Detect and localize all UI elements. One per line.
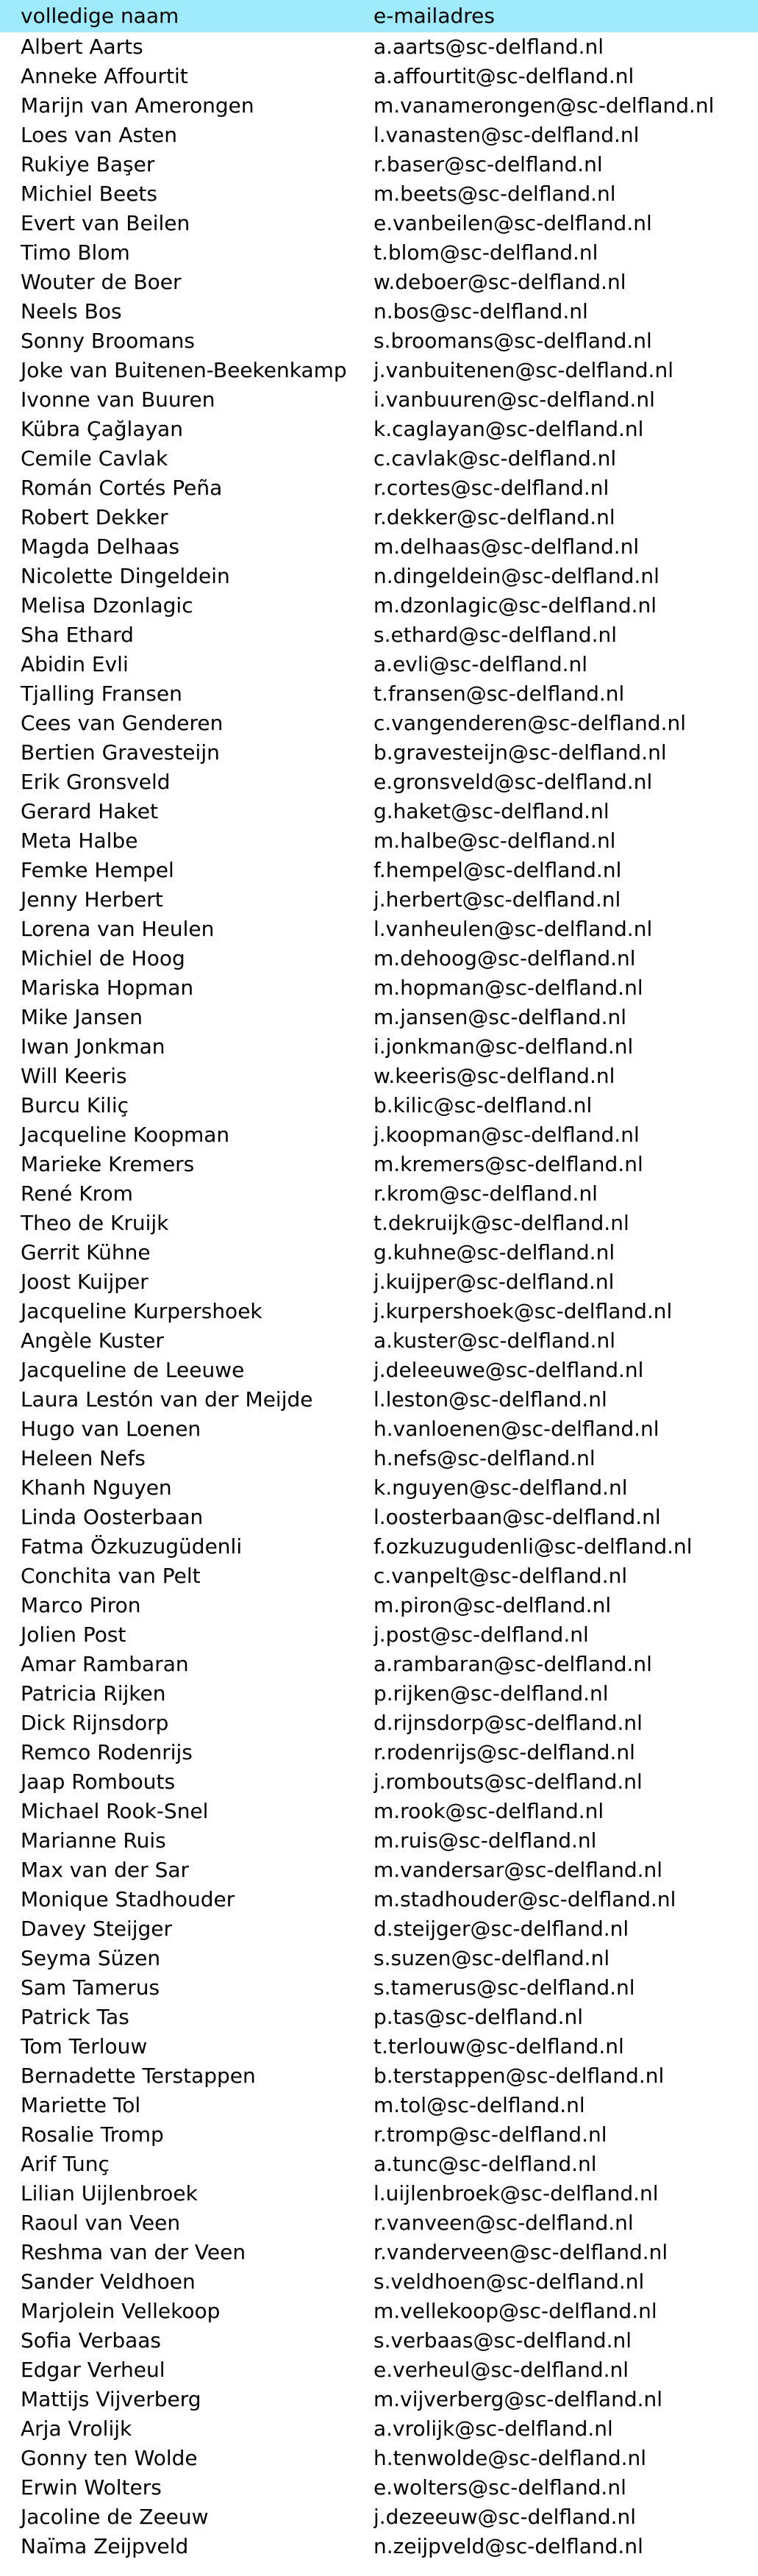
table-row	[0, 2414, 758, 2444]
table-row	[0, 385, 758, 415]
email-cell: a.vrolijk@sc-delfland.nl	[373, 2416, 613, 2441]
table-row	[0, 1473, 758, 1503]
table-row	[0, 268, 758, 297]
email-cell: m.kremers@sc-delfland.nl	[373, 1152, 643, 1176]
email-cell: m.rook@sc-delfland.nl	[373, 1799, 604, 1823]
table-row	[0, 885, 758, 915]
name-cell: Marco Piron	[21, 1593, 141, 1617]
table-row	[0, 1326, 758, 1356]
table-row	[0, 150, 758, 179]
email-cell: i.jonkman@sc-delfland.nl	[373, 1034, 634, 1059]
table-row	[0, 1709, 758, 1738]
table-row	[0, 2208, 758, 2238]
name-cell: Seyma Süzen	[21, 1946, 161, 1970]
email-cell: f.ozkuzugudenli@sc-delfland.nl	[373, 1534, 693, 1559]
name-cell: Max van der Sar	[21, 1858, 190, 1882]
table-row	[0, 797, 758, 826]
table-row	[0, 2297, 758, 2326]
name-cell: Erik Gronsveld	[21, 770, 171, 794]
email-cell: l.oosterbaan@sc-delfland.nl	[373, 1505, 661, 1529]
email-cell: i.vanbuuren@sc-delfland.nl	[373, 387, 655, 412]
email-cell: s.broomans@sc-delfland.nl	[373, 329, 652, 353]
email-cell: m.vijverberg@sc-delfland.nl	[373, 2387, 663, 2411]
table-row	[0, 503, 758, 532]
name-cell: Evert van Beilen	[21, 211, 190, 235]
table-row	[0, 1414, 758, 1444]
email-cell: t.fransen@sc-delfland.nl	[373, 681, 625, 706]
table-row	[0, 2032, 758, 2061]
table-row	[0, 1120, 758, 1150]
email-cell: a.kuster@sc-delfland.nl	[373, 1328, 616, 1353]
name-cell: Edgar Verheul	[21, 2358, 165, 2382]
email-cell: r.baser@sc-delfland.nl	[373, 152, 603, 176]
email-cell: e.wolters@sc-delfland.nl	[373, 2475, 626, 2500]
email-cell: m.halbe@sc-delfland.nl	[373, 829, 616, 853]
name-cell: Jolien Post	[21, 1622, 126, 1647]
email-cell: r.cortes@sc-delfland.nl	[373, 476, 609, 500]
name-cell: Sander Veldhoen	[21, 2269, 196, 2294]
name-cell: Davey Steijger	[21, 1917, 173, 1941]
email-cell: m.vellekoop@sc-delfland.nl	[373, 2299, 657, 2323]
table-body	[0, 32, 758, 2561]
table-row	[0, 1238, 758, 1267]
table-row	[0, 768, 758, 797]
name-cell: Jacqueline Kurpershoek	[21, 1299, 262, 1323]
table-row	[0, 326, 758, 356]
name-cell: Will Keeris	[21, 1064, 127, 1088]
email-cell: j.rombouts@sc-delfland.nl	[373, 1770, 643, 1794]
email-cell: d.steijger@sc-delfland.nl	[373, 1917, 629, 1941]
table-row	[0, 2150, 758, 2179]
email-cell: h.vanloenen@sc-delfland.nl	[373, 1417, 659, 1441]
header-name: volledige naam	[21, 4, 179, 28]
name-cell: Ivonne van Buuren	[21, 387, 215, 412]
email-cell: e.gronsveld@sc-delfland.nl	[373, 770, 653, 794]
name-cell: Meta Halbe	[21, 829, 138, 853]
table-row	[0, 2326, 758, 2355]
name-cell: Sonny Broomans	[21, 329, 196, 353]
name-cell: Fatma Özkuzugüdenli	[21, 1534, 243, 1559]
name-cell: Cemile Cavlak	[21, 446, 168, 471]
name-cell: Joost Kuijper	[21, 1270, 149, 1294]
table-row	[0, 679, 758, 709]
name-cell: Lorena van Heulen	[21, 917, 215, 941]
email-cell: m.delhaas@sc-delfland.nl	[373, 534, 640, 559]
email-cell: t.dekruijk@sc-delfland.nl	[373, 1211, 629, 1235]
table-row	[0, 2061, 758, 2091]
table-row	[0, 1797, 758, 1826]
name-cell: Jenny Herbert	[21, 887, 163, 912]
name-cell: Lilian Uijlenbroek	[21, 2181, 198, 2205]
table-row	[0, 2473, 758, 2502]
name-cell: Loes van Asten	[21, 123, 178, 147]
table-row	[0, 562, 758, 591]
table-row	[0, 297, 758, 326]
email-cell: s.suzen@sc-delfland.nl	[373, 1946, 610, 1970]
email-cell: r.dekker@sc-delfland.nl	[373, 505, 615, 529]
table-row	[0, 1356, 758, 1385]
table-row	[0, 2532, 758, 2561]
email-cell: g.haket@sc-delfland.nl	[373, 799, 609, 823]
table-row	[0, 915, 758, 944]
table-row	[0, 2385, 758, 2414]
email-cell: a.tunc@sc-delfland.nl	[373, 2152, 597, 2176]
email-cell: a.evli@sc-delfland.nl	[373, 652, 588, 676]
email-cell: t.terlouw@sc-delfland.nl	[373, 2034, 624, 2058]
email-cell: a.rambaran@sc-delfland.nl	[373, 1652, 652, 1676]
email-cell: m.ruis@sc-delfland.nl	[373, 1828, 597, 1853]
name-cell: René Krom	[21, 1181, 133, 1206]
name-cell: Angèle Kuster	[21, 1328, 164, 1353]
email-cell: r.vanderveen@sc-delfland.nl	[373, 2240, 668, 2264]
name-cell: Remco Rodenrijs	[21, 1740, 193, 1764]
table-row	[0, 1885, 758, 1914]
name-cell: Patricia Rijken	[21, 1681, 166, 1706]
name-cell: Marianne Ruis	[21, 1828, 166, 1853]
email-cell: j.koopman@sc-delfland.nl	[373, 1123, 640, 1147]
name-cell: Mattijs Vijverberg	[21, 2387, 201, 2411]
name-cell: Jacqueline Koopman	[21, 1123, 230, 1147]
email-cell: l.uijlenbroek@sc-delfland.nl	[373, 2181, 659, 2205]
email-cell: n.dingeldein@sc-delfland.nl	[373, 564, 659, 588]
email-cell: g.kuhne@sc-delfland.nl	[373, 1240, 615, 1264]
email-cell: r.tromp@sc-delfland.nl	[373, 2122, 607, 2147]
name-cell: Erwin Wolters	[21, 2475, 162, 2500]
name-cell: Abidin Evli	[21, 652, 129, 676]
name-cell: Monique Stadhouder	[21, 1887, 235, 1911]
table-row	[0, 2502, 758, 2532]
email-cell: m.hopman@sc-delfland.nl	[373, 976, 643, 1000]
email-cell: w.keeris@sc-delfland.nl	[373, 1064, 615, 1088]
table-row	[0, 1444, 758, 1473]
email-cell: s.verbaas@sc-delfland.nl	[373, 2328, 632, 2353]
table-row	[0, 179, 758, 209]
table-row	[0, 1209, 758, 1238]
email-cell: d.rijnsdorp@sc-delfland.nl	[373, 1711, 643, 1735]
name-cell: Dick Rijnsdorp	[21, 1711, 169, 1735]
email-cell: h.nefs@sc-delfland.nl	[373, 1446, 596, 1470]
header-email: e-mailadres	[373, 4, 495, 28]
table-row	[0, 1267, 758, 1297]
table-row	[0, 591, 758, 620]
email-cell: p.tas@sc-delfland.nl	[373, 2005, 584, 2029]
email-cell: l.leston@sc-delfland.nl	[373, 1387, 607, 1412]
email-cell: l.vanheulen@sc-delfland.nl	[373, 917, 653, 941]
table-row	[0, 1561, 758, 1591]
table-row	[0, 1914, 758, 1944]
name-cell: Amar Rambaran	[21, 1652, 189, 1676]
name-cell: Magda Delhaas	[21, 534, 180, 559]
email-cell: m.piron@sc-delfland.nl	[373, 1593, 612, 1617]
table-row	[0, 2267, 758, 2297]
table-row	[0, 356, 758, 385]
name-cell: Sha Ethard	[21, 623, 134, 647]
name-cell: Naïma Zeijpveld	[21, 2534, 189, 2558]
email-cell: m.jansen@sc-delfland.nl	[373, 1005, 627, 1029]
table-row	[0, 32, 758, 62]
name-cell: Marijn van Amerongen	[21, 93, 254, 118]
email-cell: b.kilic@sc-delfland.nl	[373, 1093, 593, 1117]
table-row	[0, 1591, 758, 1620]
name-cell: Tom Terlouw	[21, 2034, 148, 2058]
table-row	[0, 1150, 758, 1179]
name-cell: Gerard Haket	[21, 799, 158, 823]
name-cell: Timo Blom	[21, 240, 130, 265]
table-row	[0, 1532, 758, 1561]
name-cell: Bernadette Terstappen	[21, 2064, 256, 2088]
table-row	[0, 1650, 758, 1679]
email-cell: m.dzonlagic@sc-delfland.nl	[373, 593, 657, 618]
name-cell: Tjalling Fransen	[21, 681, 182, 706]
email-cell: b.gravesteijn@sc-delfland.nl	[373, 740, 667, 765]
email-cell: m.beets@sc-delfland.nl	[373, 182, 616, 206]
name-cell: Wouter de Boer	[21, 270, 182, 294]
name-cell: Reshma van der Veen	[21, 2240, 246, 2264]
name-cell: Michael Rook-Snel	[21, 1799, 209, 1823]
name-cell: Román Cortés Peña	[21, 476, 223, 500]
table-row	[0, 620, 758, 650]
name-cell: Melisa Dzonlagic	[21, 593, 193, 618]
name-cell: Neels Bos	[21, 299, 122, 323]
email-cell: h.tenwolde@sc-delfland.nl	[373, 2446, 647, 2470]
email-cell: n.zeijpveld@sc-delfland.nl	[373, 2534, 643, 2558]
name-cell: Iwan Jonkman	[21, 1034, 165, 1059]
name-cell: Marieke Kremers	[21, 1152, 195, 1176]
table-row	[0, 1826, 758, 1856]
name-cell: Femke Hempel	[21, 858, 174, 882]
name-cell: Burcu Kiliç	[21, 1093, 129, 1117]
email-cell: m.tol@sc-delfland.nl	[373, 2093, 585, 2117]
email-cell: j.kuijper@sc-delfland.nl	[373, 1270, 615, 1294]
table-row	[0, 1032, 758, 1062]
name-cell: Gerrit Kühne	[21, 1240, 151, 1264]
name-cell: Cees van Genderen	[21, 711, 224, 735]
email-cell: s.veldhoen@sc-delfland.nl	[373, 2269, 645, 2294]
table-row	[0, 2179, 758, 2208]
name-cell: Michiel de Hoog	[21, 946, 185, 970]
name-cell: Michiel Beets	[21, 182, 157, 206]
name-cell: Laura Lestón van der Meijde	[21, 1387, 313, 1412]
email-cell: m.dehoog@sc-delfland.nl	[373, 946, 636, 970]
table-row	[0, 532, 758, 562]
table-row	[0, 1385, 758, 1414]
email-cell: k.nguyen@sc-delfland.nl	[373, 1475, 628, 1500]
table-row	[0, 1679, 758, 1709]
name-cell: Mariette Tol	[21, 2093, 141, 2117]
email-cell: w.deboer@sc-delfland.nl	[373, 270, 626, 294]
table-row	[0, 91, 758, 121]
table-row	[0, 209, 758, 238]
table-row	[0, 709, 758, 738]
name-cell: Arja Vrolijk	[21, 2416, 132, 2441]
table-row	[0, 856, 758, 885]
email-cell: a.aarts@sc-delfland.nl	[373, 35, 604, 59]
name-cell: Gonny ten Wolde	[21, 2446, 198, 2470]
name-cell: Mariska Hopman	[21, 976, 194, 1000]
table-row	[0, 1179, 758, 1209]
table-row	[0, 2091, 758, 2120]
name-cell: Theo de Kruijk	[21, 1211, 169, 1235]
email-cell: n.bos@sc-delfland.nl	[373, 299, 588, 323]
name-cell: Linda Oosterbaan	[21, 1505, 204, 1529]
email-cell: s.ethard@sc-delfland.nl	[373, 623, 617, 647]
table-row	[0, 1091, 758, 1120]
table-row	[0, 650, 758, 679]
table-row	[0, 2444, 758, 2473]
name-cell: Conchita van Pelt	[21, 1564, 201, 1588]
name-cell: Mike Jansen	[21, 1005, 143, 1029]
name-cell: Arif Tunç	[21, 2152, 110, 2176]
table-row	[0, 1767, 758, 1797]
email-cell: j.vanbuitenen@sc-delfland.nl	[373, 358, 673, 382]
table-row	[0, 238, 758, 268]
email-cell: j.herbert@sc-delfland.nl	[373, 887, 621, 912]
name-cell: Patrick Tas	[21, 2005, 129, 2029]
table-row	[0, 973, 758, 1003]
email-cell: c.vangenderen@sc-delfland.nl	[373, 711, 686, 735]
table-row	[0, 2003, 758, 2032]
name-cell: Rukiye Başer	[21, 152, 155, 176]
email-cell: p.rijken@sc-delfland.nl	[373, 1681, 609, 1706]
table-row	[0, 1944, 758, 1973]
table-header	[0, 0, 758, 32]
name-cell: Joke van Buitenen-Beekenkamp	[21, 358, 347, 382]
email-cell: e.verheul@sc-delfland.nl	[373, 2358, 629, 2382]
email-cell: r.vanveen@sc-delfland.nl	[373, 2211, 634, 2235]
name-cell: Sofia Verbaas	[21, 2328, 161, 2353]
name-cell: Nicolette Dingeldein	[21, 564, 230, 588]
table-row	[0, 944, 758, 973]
table-row	[0, 1503, 758, 1532]
table-row	[0, 826, 758, 856]
email-cell: j.kurpershoek@sc-delfland.nl	[373, 1299, 673, 1323]
email-cell: t.blom@sc-delfland.nl	[373, 240, 598, 265]
email-cell: r.krom@sc-delfland.nl	[373, 1181, 598, 1206]
table-row	[0, 1003, 758, 1032]
table-row	[0, 1620, 758, 1650]
table-row	[0, 1738, 758, 1767]
table-row	[0, 738, 758, 768]
name-cell: Khanh Nguyen	[21, 1475, 172, 1500]
table-row	[0, 62, 758, 91]
table-row	[0, 473, 758, 503]
email-cell: s.tamerus@sc-delfland.nl	[373, 1975, 635, 2000]
name-cell: Raoul van Veen	[21, 2211, 181, 2235]
table-row	[0, 444, 758, 473]
email-cell: a.affourtit@sc-delfland.nl	[373, 64, 634, 88]
table-row	[0, 2120, 758, 2150]
name-cell: Hugo van Loenen	[21, 1417, 201, 1441]
name-cell: Jaap Rombouts	[21, 1770, 176, 1794]
name-cell: Bertien Gravesteijn	[21, 740, 220, 765]
table-row	[0, 2238, 758, 2267]
email-cell: l.vanasten@sc-delfland.nl	[373, 123, 640, 147]
name-cell: Robert Dekker	[21, 505, 168, 529]
name-cell: Kübra Çağlayan	[21, 417, 183, 441]
email-cell: m.stadhouder@sc-delfland.nl	[373, 1887, 676, 1911]
name-cell: Marjolein Vellekoop	[21, 2299, 221, 2323]
email-cell: e.vanbeilen@sc-delfland.nl	[373, 211, 652, 235]
name-cell: Jacoline de Zeeuw	[21, 2505, 209, 2529]
email-cell: b.terstappen@sc-delfland.nl	[373, 2064, 665, 2088]
name-cell: Anneke Affourtit	[21, 64, 188, 88]
email-cell: j.dezeeuw@sc-delfland.nl	[373, 2505, 637, 2529]
table-row	[0, 1297, 758, 1326]
name-cell: Rosalie Tromp	[21, 2122, 164, 2147]
table-row	[0, 121, 758, 150]
name-cell: Sam Tamerus	[21, 1975, 160, 2000]
table-row	[0, 1973, 758, 2003]
email-cell: c.vanpelt@sc-delfland.nl	[373, 1564, 628, 1588]
email-cell: f.hempel@sc-delfland.nl	[373, 858, 622, 882]
email-cell: c.cavlak@sc-delfland.nl	[373, 446, 617, 471]
email-cell: r.rodenrijs@sc-delfland.nl	[373, 1740, 635, 1764]
name-cell: Heleen Nefs	[21, 1446, 146, 1470]
email-cell: m.vanamerongen@sc-delfland.nl	[373, 93, 715, 118]
table-row	[0, 415, 758, 444]
email-cell: m.vandersar@sc-delfland.nl	[373, 1858, 663, 1882]
name-cell: Albert Aarts	[21, 35, 143, 59]
table-row	[0, 1856, 758, 1885]
table-row	[0, 2355, 758, 2385]
email-cell: j.post@sc-delfland.nl	[373, 1622, 589, 1647]
email-cell: k.caglayan@sc-delfland.nl	[373, 417, 644, 441]
table-row	[0, 1062, 758, 1091]
name-cell: Jacqueline de Leeuwe	[21, 1358, 245, 1382]
email-cell: j.deleeuwe@sc-delfland.nl	[373, 1358, 644, 1382]
